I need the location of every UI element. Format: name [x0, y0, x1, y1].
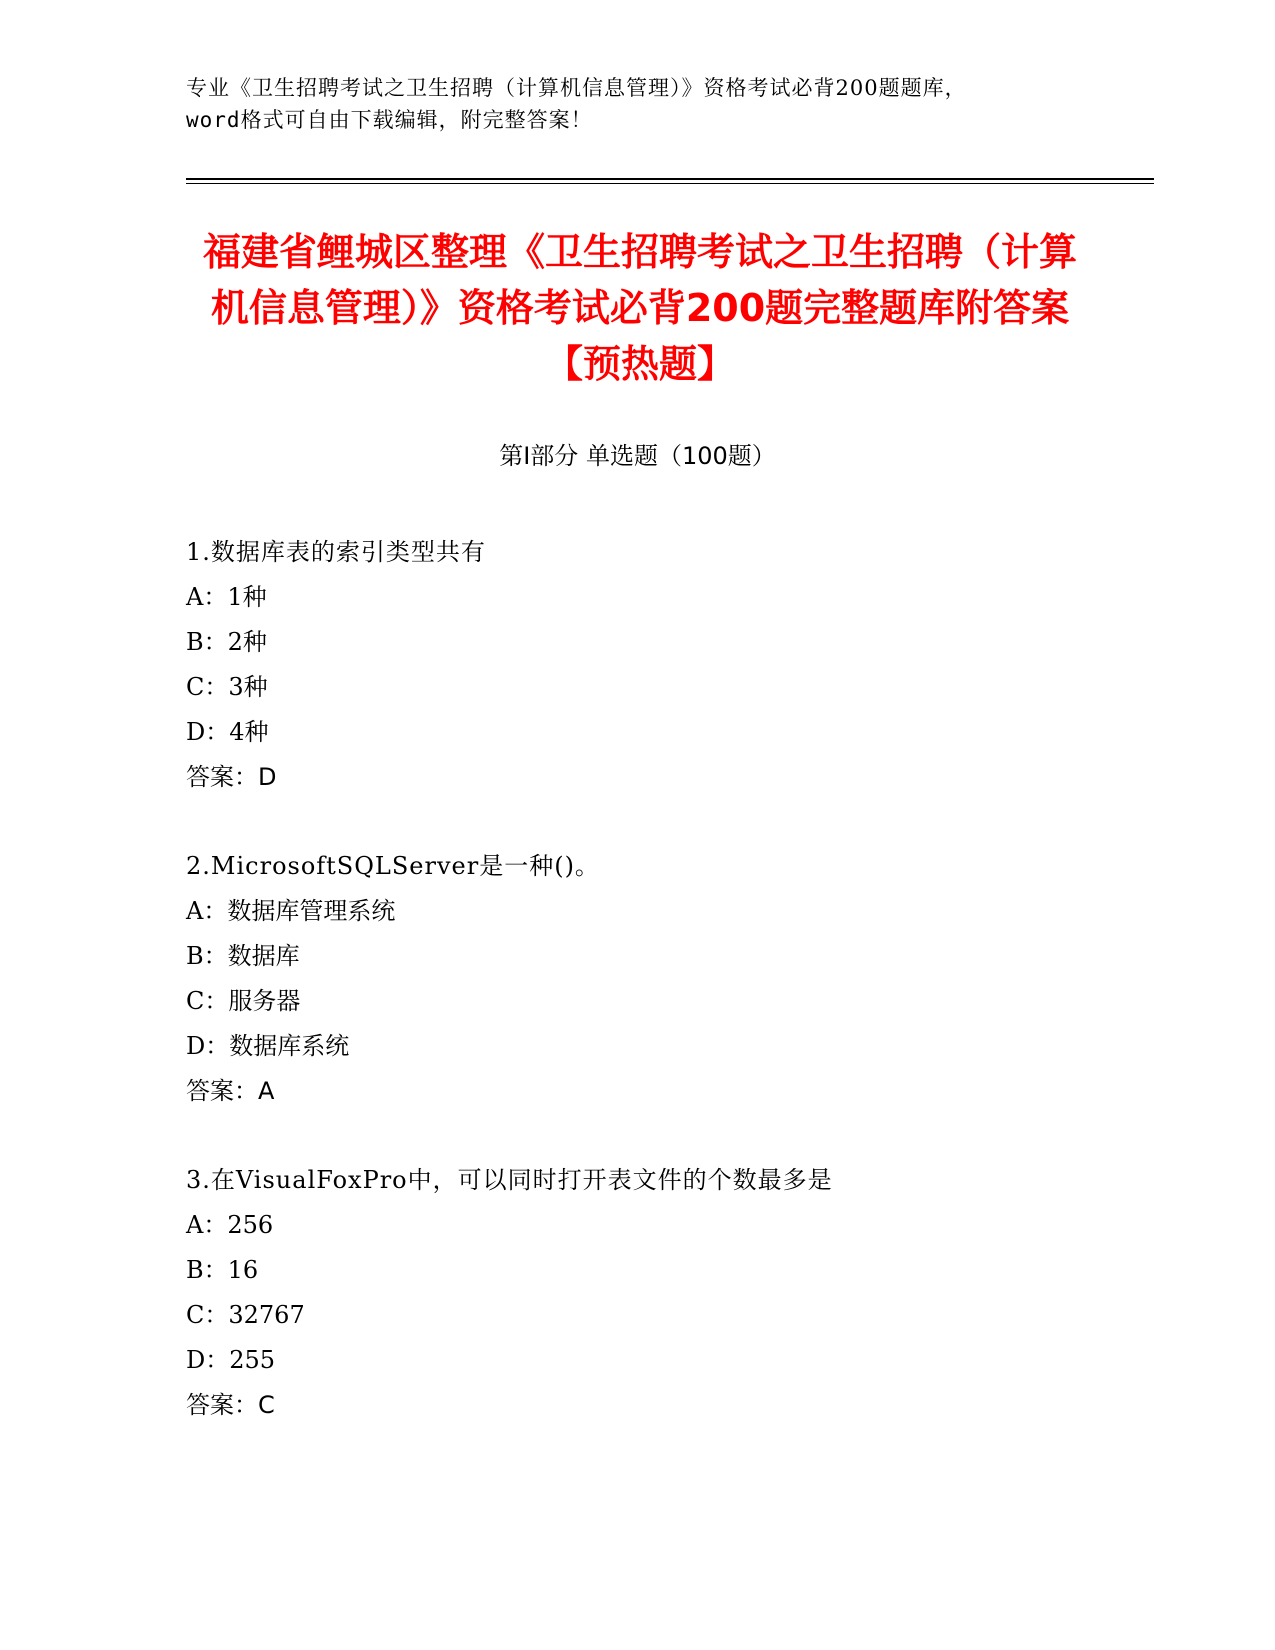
section-heading: 第Ⅰ部分 单选题（100题） — [499, 442, 776, 470]
option-d: D：数据库系统 — [186, 1032, 350, 1060]
header-note-line-2 — [186, 104, 1086, 136]
option-d: D：4种 — [186, 718, 269, 746]
question-1 — [186, 530, 1126, 800]
question-2 — [186, 844, 1126, 1114]
header-divider-thick — [186, 178, 1154, 180]
option-b: B：16 — [186, 1256, 259, 1284]
answer: 答案：C — [186, 1391, 275, 1419]
question-stem: 2.MicrosoftSQLServer是一种()。 — [186, 852, 600, 880]
question-3 — [186, 1158, 1126, 1428]
option-b: B：数据库 — [186, 942, 300, 970]
answer: 答案：A — [186, 1077, 275, 1105]
option-a: A：数据库管理系统 — [186, 897, 396, 925]
header-note-line-2-rest: 格式可自由下载编辑，附完整答案！ — [240, 108, 593, 132]
answer: 答案：D — [186, 763, 277, 791]
header-divider-thin — [186, 183, 1154, 184]
option-b: B：2种 — [186, 628, 267, 656]
document-title: 福建省鲤城区整理《卫生招聘考试之卫生招聘（计算机信息管理）》资格考试必背200题完整题库附答案【预热题】 — [202, 230, 1077, 386]
option-d: D：255 — [186, 1346, 276, 1374]
option-a: A：1种 — [186, 583, 267, 611]
option-c: C：服务器 — [186, 987, 301, 1015]
option-c: C：32767 — [186, 1301, 305, 1329]
option-c: C：3种 — [186, 673, 268, 701]
question-stem: 3.在VisualFoxPro中，可以同时打开表文件的个数最多是 — [186, 1166, 833, 1194]
question-list — [186, 530, 1126, 1472]
option-a: A：256 — [186, 1211, 274, 1239]
header-note-word: word — [186, 108, 241, 132]
header-note — [186, 72, 1086, 136]
header-note-line-1: 专业《卫生招聘考试之卫生招聘（计算机信息管理）》资格考试必背200题题库， — [186, 76, 967, 100]
question-stem: 1.数据库表的索引类型共有 — [186, 538, 486, 566]
